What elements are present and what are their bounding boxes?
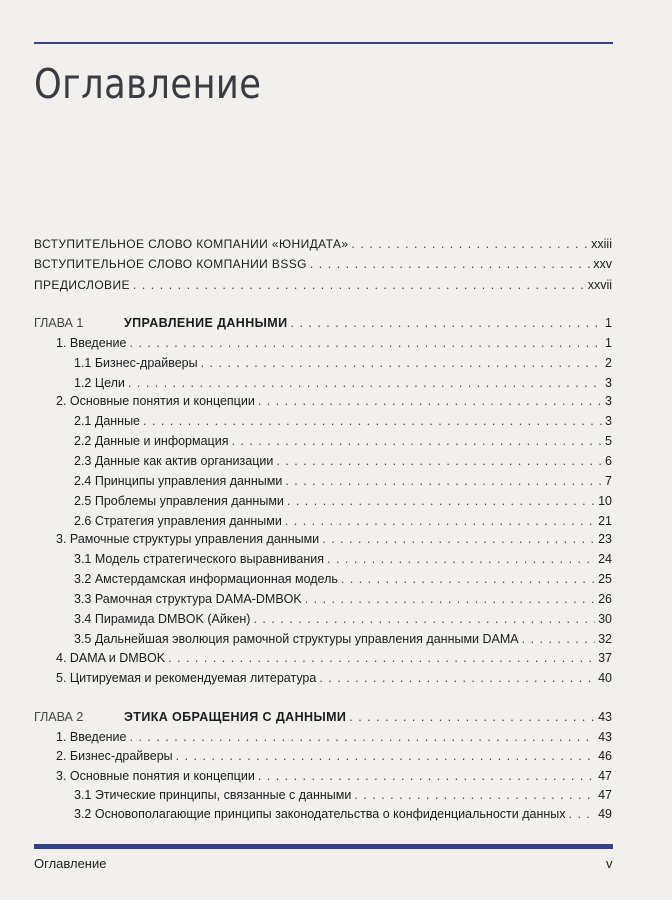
toc-entry-label: 3.2 Основополагающие принципы законодательства о конфиденциальности данных xyxy=(74,807,566,821)
toc-entry[interactable] xyxy=(74,571,612,587)
toc-entry-preface[interactable] xyxy=(34,277,612,293)
toc-entry-label: 2.1 Данные xyxy=(74,414,141,428)
toc-entry-page: 40 xyxy=(598,671,612,685)
toc-entry-page: 47 xyxy=(598,788,612,802)
toc-entry-page: xxiii xyxy=(591,237,612,251)
toc-entry-label: 5. Цитируемая и рекомендуемая литература xyxy=(56,671,317,685)
page-number: v xyxy=(606,856,613,871)
dot-leader xyxy=(305,591,595,607)
dot-leader xyxy=(351,236,588,252)
toc-entry-label: 1.1 Бизнес-драйверы xyxy=(74,356,198,370)
toc-entry-label: 1. Введение xyxy=(56,730,127,744)
dot-leader xyxy=(319,670,595,686)
toc-entry-page: 21 xyxy=(598,514,612,528)
toc-entry[interactable] xyxy=(74,787,612,803)
toc-entry-label: 2. Основные понятия и концепции xyxy=(56,394,255,408)
toc-entry[interactable] xyxy=(56,768,612,784)
toc-entry-page: 7 xyxy=(605,474,612,488)
dot-leader xyxy=(287,493,595,509)
toc-entry[interactable] xyxy=(56,393,612,409)
toc-entry-label: 3. Основные понятия и концепции xyxy=(56,769,255,783)
top-rule xyxy=(34,42,613,44)
dot-leader xyxy=(168,650,595,666)
toc-chapter-2[interactable] xyxy=(34,709,612,725)
toc-entry[interactable] xyxy=(56,531,612,547)
toc-entry-label: ВСТУПИТЕЛЬНОЕ СЛОВО КОМПАНИИ BSSG xyxy=(34,257,307,271)
dot-leader xyxy=(258,768,595,784)
toc-entry[interactable] xyxy=(74,591,612,607)
toc-entry-page: 37 xyxy=(598,651,612,665)
toc-entry[interactable] xyxy=(74,806,612,822)
toc-entry-label: 3. Рамочные структуры управления данными xyxy=(56,532,320,546)
bottom-rule xyxy=(34,844,613,849)
dot-leader xyxy=(276,453,602,469)
dot-leader xyxy=(176,748,595,764)
dot-leader xyxy=(130,335,603,351)
dot-leader xyxy=(133,277,585,293)
dot-leader xyxy=(201,355,602,371)
toc-entry-foreword-unidata[interactable] xyxy=(34,236,612,252)
toc-entry-label: 1.2 Цели xyxy=(74,376,125,390)
dot-leader xyxy=(310,256,590,272)
dot-leader xyxy=(322,531,595,547)
toc-entry-page: 1 xyxy=(605,316,612,330)
toc-entry-label: ВСТУПИТЕЛЬНОЕ СЛОВО КОМПАНИИ «ЮНИДАТА» xyxy=(34,237,349,251)
toc-entry[interactable] xyxy=(56,729,612,745)
toc-entry-page: 1 xyxy=(605,336,612,350)
toc-entry-label: 2.4 Принципы управления данными xyxy=(74,474,283,488)
toc-entry-label: 2.2 Данные и информация xyxy=(74,434,229,448)
dot-leader xyxy=(231,433,602,449)
toc-entry-page: 6 xyxy=(605,454,612,468)
toc-entry[interactable] xyxy=(74,355,612,371)
toc-entry-page: 26 xyxy=(598,592,612,606)
toc-entry-page: 43 xyxy=(598,730,612,744)
toc-entry-page: 43 xyxy=(598,710,612,724)
chapter-title: ЭТИКА ОБРАЩЕНИЯ С ДАННЫМИ xyxy=(124,710,347,724)
toc-entry[interactable] xyxy=(74,551,612,567)
dot-leader xyxy=(285,473,602,489)
toc-entry-label: 2.5 Проблемы управления данными xyxy=(74,494,284,508)
toc-entry-page: 23 xyxy=(598,532,612,546)
toc-entry[interactable] xyxy=(74,453,612,469)
page-title: Оглавление xyxy=(34,60,262,108)
toc-entry-page: 10 xyxy=(598,494,612,508)
toc-entry[interactable] xyxy=(56,748,612,764)
dot-leader xyxy=(258,393,602,409)
toc-entry-label: 3.4 Пирамида DMBOK (Айкен) xyxy=(74,612,251,626)
toc-entry-label: 3.1 Модель стратегического выравнивания xyxy=(74,552,325,566)
toc-entry-page: 32 xyxy=(598,632,612,646)
chapter-number: ГЛАВА 2 xyxy=(34,710,84,724)
toc-entry[interactable] xyxy=(56,670,612,686)
toc-entry-foreword-bssg[interactable] xyxy=(34,256,612,272)
toc-entry[interactable] xyxy=(74,375,612,391)
toc-entry-page: xxvii xyxy=(587,278,612,292)
dot-leader xyxy=(285,513,595,529)
toc-entry-page: 46 xyxy=(598,749,612,763)
toc-entry-label: 4. DAMA и DMBOK xyxy=(56,651,166,665)
toc-entry-page: 3 xyxy=(605,376,612,390)
toc-entry[interactable] xyxy=(56,650,612,666)
toc-entry-page: 30 xyxy=(598,612,612,626)
dot-leader xyxy=(291,315,603,331)
toc-entry-label: 2.6 Стратегия управления данными xyxy=(74,514,282,528)
dot-leader xyxy=(143,413,602,429)
toc-entry[interactable] xyxy=(74,513,612,529)
toc-entry[interactable] xyxy=(74,433,612,449)
toc-entry-label: 2. Бизнес-драйверы xyxy=(56,749,173,763)
toc-entry[interactable] xyxy=(74,413,612,429)
toc-entry[interactable] xyxy=(74,631,612,647)
toc-entry-label: 1. Введение xyxy=(56,336,127,350)
dot-leader xyxy=(349,709,595,725)
dot-leader xyxy=(130,729,596,745)
footer-title: Оглавление xyxy=(34,856,107,871)
toc-entry-label: 3.3 Рамочная структура DAMA-DMBOK xyxy=(74,592,302,606)
toc-entry-label: ПРЕДИСЛОВИЕ xyxy=(34,278,130,292)
dot-leader xyxy=(341,571,595,587)
chapter-number: ГЛАВА 1 xyxy=(34,316,84,330)
dot-leader xyxy=(327,551,595,567)
toc-entry-page: 24 xyxy=(598,552,612,566)
dot-leader xyxy=(569,806,596,822)
toc-chapter-1[interactable] xyxy=(34,315,612,331)
toc-entry-page: 3 xyxy=(605,414,612,428)
toc-entry[interactable] xyxy=(74,473,612,489)
dot-leader xyxy=(354,787,595,803)
toc-entry-page: 5 xyxy=(605,434,612,448)
toc-entry[interactable] xyxy=(56,335,612,351)
toc-entry-page: 25 xyxy=(598,572,612,586)
toc-entry[interactable] xyxy=(74,611,612,627)
toc-entry-label: 2.3 Данные как актив организации xyxy=(74,454,274,468)
toc-entry[interactable] xyxy=(74,493,612,509)
toc-entry-label: 3.5 Дальнейшая эволюция рамочной структуры управления данными DAMA xyxy=(74,632,519,646)
toc-entry-page: 3 xyxy=(605,394,612,408)
chapter-title: УПРАВЛЕНИЕ ДАННЫМИ xyxy=(124,316,288,330)
toc-entry-page: 47 xyxy=(598,769,612,783)
toc-entry-label: 3.2 Амстердамская информационная модель xyxy=(74,572,338,586)
toc-entry-page: 2 xyxy=(605,356,612,370)
dot-leader xyxy=(522,631,595,647)
dot-leader xyxy=(253,611,595,627)
toc-entry-page: 49 xyxy=(598,807,612,821)
toc-entry-page: xxv xyxy=(593,257,612,271)
toc-entry-label: 3.1 Этические принципы, связанные с данными xyxy=(74,788,352,802)
dot-leader xyxy=(128,375,602,391)
